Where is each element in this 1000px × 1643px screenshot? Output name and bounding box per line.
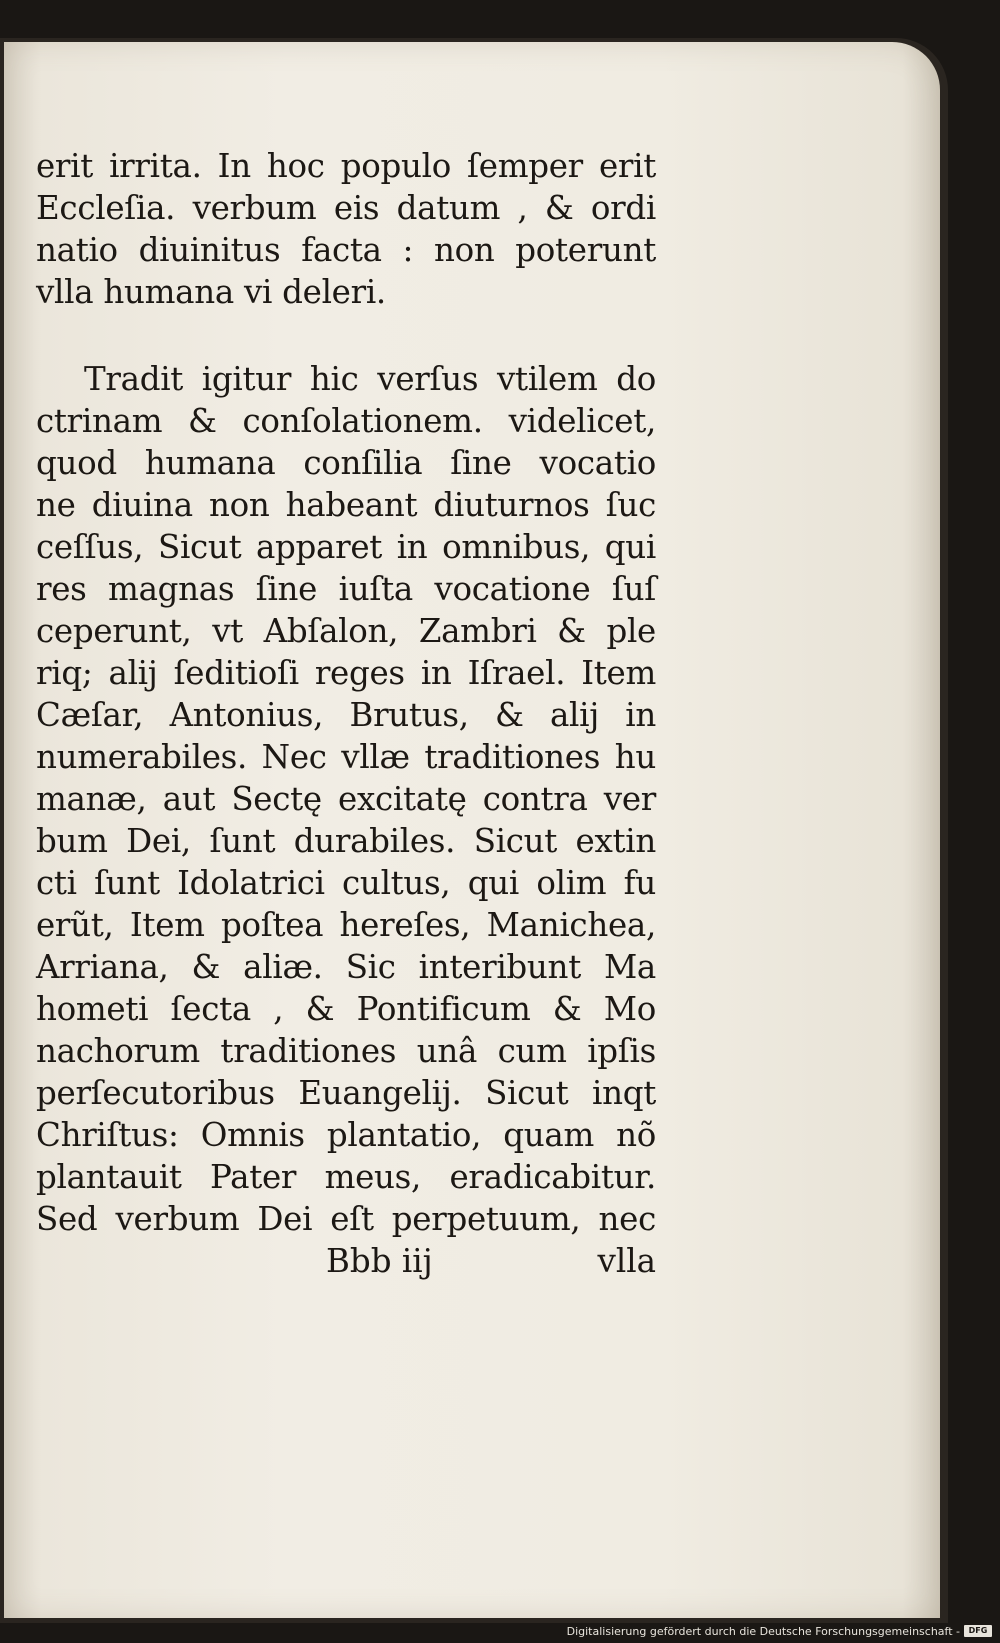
dfg-logo: DFG <box>964 1625 992 1637</box>
text-line: plantauit Pater meus, eradicabitur. <box>36 1158 656 1196</box>
text-line: vlla humana vi deleri. <box>36 273 386 311</box>
text-line: Cæſar, Antonius, Brutus, & alij in <box>36 696 656 734</box>
credit-text: Digitalisierung gefördert durch die Deutsche Forschungsgemeinschaft - <box>566 1624 960 1638</box>
page-footer <box>36 1240 656 1282</box>
text-line: manæ, aut Sectę excitatę contra ver <box>36 780 656 818</box>
text-line: Eccleſia. verbum eis datum , & ordi <box>36 189 656 227</box>
text-line: perſecutoribus Euangelij. Sicut inqt <box>36 1074 656 1112</box>
text-line: numerabiles. Nec vllæ traditiones hu <box>36 738 656 776</box>
paragraph-1 <box>36 145 656 313</box>
signature-mark: Bbb iij <box>326 1242 433 1280</box>
text-line: nachorum traditiones unâ cum ipſis <box>36 1032 656 1070</box>
text-line: erit irrita. In hoc populo ſemper erit <box>36 147 656 185</box>
text-line: riq; alij ſeditioſi reges in Iſrael. Item <box>36 654 656 692</box>
text-line: ceſſus, Sicut apparet in omnibus, qui <box>36 528 656 566</box>
text-line: ne diuina non habeant diuturnos ſuc <box>36 486 656 524</box>
text-line: ceperunt, vt Abſalon, Zambri & ple <box>36 612 656 650</box>
paragraph-2 <box>36 358 656 1240</box>
digitization-credit <box>567 1623 992 1639</box>
text-line: Sed verbum Dei eſt perpetuum, nec <box>36 1200 656 1238</box>
text-line: quod humana conſilia ſine vocatio <box>36 444 656 482</box>
text-line: ctrinam & conſolationem. videlicet, <box>36 402 656 440</box>
text-line: res magnas ſine iuſta vocatione ſuſ <box>36 570 656 608</box>
text-line: natio diuinitus facta : non poterunt <box>36 231 656 269</box>
text-line: erũt, Item poſtea hereſes, Manichea, <box>36 906 656 944</box>
catchword: vlla <box>597 1242 656 1280</box>
text-line: hometi ſecta , & Pontificum & Mo <box>36 990 656 1028</box>
text-line: Arriana, & aliæ. Sic interibunt Ma <box>36 948 656 986</box>
text-line: Tradit igitur hic verſus vtilem do <box>84 360 656 398</box>
text-line: Chriſtus: Omnis plantatio, quam nõ <box>36 1116 656 1154</box>
text-line: bum Dei, ſunt durabiles. Sicut extin <box>36 822 656 860</box>
text-line: cti ſunt Idolatrici cultus, qui olim fu <box>36 864 656 902</box>
